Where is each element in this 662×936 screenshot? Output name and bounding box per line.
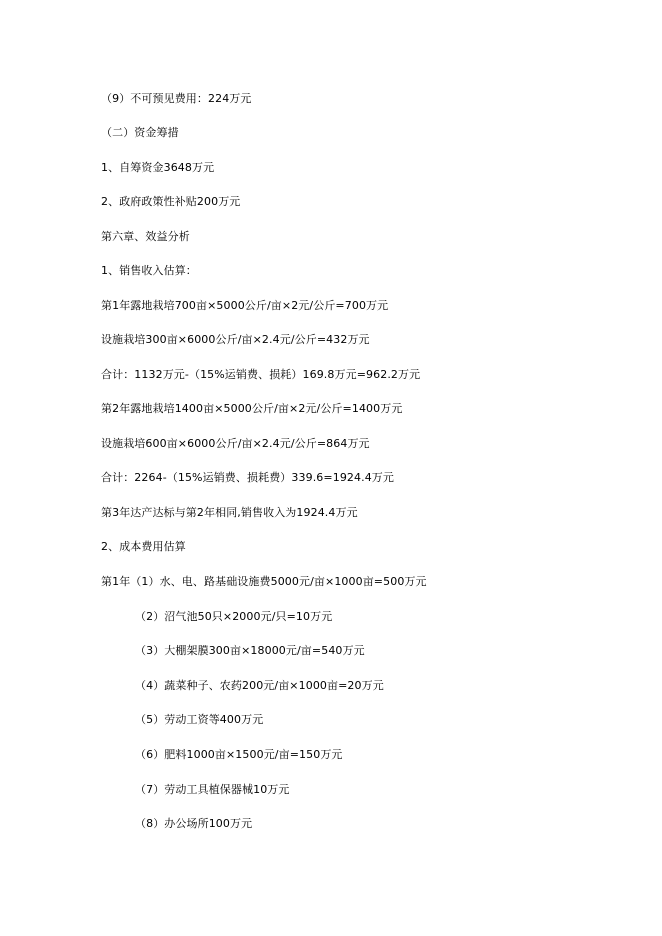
heading-fund-raising: （二）资金筹措 bbox=[101, 126, 179, 139]
line-unforeseen-costs: （9）不可预见费用：224万元 bbox=[101, 92, 252, 105]
line-cost-item-6: （6）肥料1000亩×1500元/亩=150万元 bbox=[135, 748, 343, 761]
line-cost-item-5: （5）劳动工资等400万元 bbox=[135, 713, 264, 726]
heading-chapter-six: 第六章、效益分析 bbox=[101, 230, 190, 243]
line-government-subsidy: 2、政府政策性补贴200万元 bbox=[101, 195, 241, 208]
line-year2-total: 合计：2264-（15%运销费、损耗费）339.6=1924.4万元 bbox=[101, 471, 395, 484]
heading-cost-estimate: 2、成本费用估算 bbox=[101, 540, 186, 553]
line-year1-open-field: 第1年露地栽培700亩×5000公斤/亩×2元/公斤=700万元 bbox=[101, 299, 389, 312]
line-year2-facility: 设施栽培600亩×6000公斤/亩×2.4元/公斤=864万元 bbox=[101, 437, 370, 450]
line-year1-facility: 设施栽培300亩×6000公斤/亩×2.4元/公斤=432万元 bbox=[101, 333, 370, 346]
line-cost-item-7: （7）劳动工具植保器械10万元 bbox=[135, 783, 290, 796]
line-year3-revenue: 第3年达产达标与第2年相同,销售收入为1924.4万元 bbox=[101, 506, 358, 519]
line-cost-item-8: （8）办公场所100万元 bbox=[135, 817, 253, 830]
line-year1-total: 合计：1132万元-（15%运销费、损耗）169.8万元=962.2万元 bbox=[101, 368, 421, 381]
line-self-raised-funds: 1、自筹资金3648万元 bbox=[101, 161, 215, 174]
line-year2-open-field: 第2年露地栽培1400亩×5000公斤/亩×2元/公斤=1400万元 bbox=[101, 402, 403, 415]
line-cost-item-2: （2）沼气池50只×2000元/只=10万元 bbox=[135, 610, 333, 623]
heading-sales-revenue: 1、销售收入估算： bbox=[101, 264, 197, 277]
line-cost-item-3: （3）大棚架膜300亩×18000元/亩=540万元 bbox=[135, 644, 365, 657]
line-cost-item-1: 第1年（1）水、电、路基础设施费5000元/亩×1000亩=500万元 bbox=[101, 575, 427, 588]
line-cost-item-4: （4）蔬菜种子、农药200元/亩×1000亩=20万元 bbox=[135, 679, 384, 692]
